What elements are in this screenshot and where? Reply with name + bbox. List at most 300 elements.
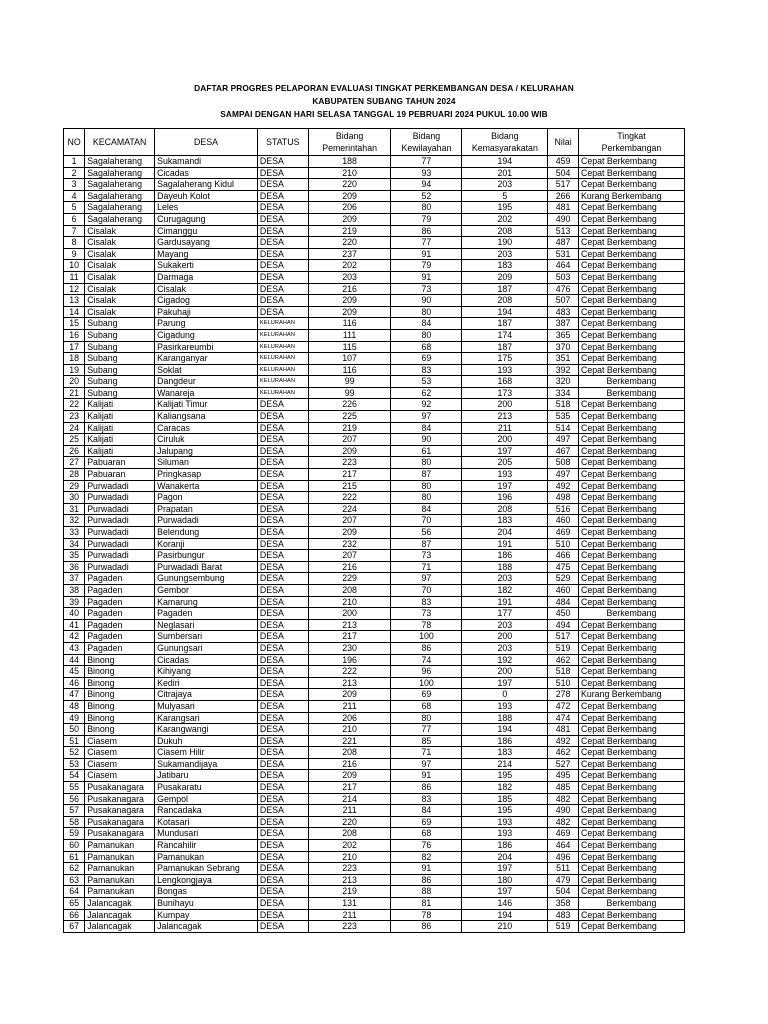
cell-no: 11 xyxy=(64,271,85,283)
cell-kemasyarakatan: 186 xyxy=(462,840,548,852)
cell-nilai: 513 xyxy=(548,225,579,237)
cell-pemerintahan: 209 xyxy=(308,306,391,318)
cell-kecamatan: Pagaden xyxy=(85,608,155,620)
cell-tingkat: Cepat Berkembang xyxy=(578,642,684,654)
cell-kewilayahan: 68 xyxy=(391,828,462,840)
cell-tingkat: Cepat Berkembang xyxy=(578,712,684,724)
cell-nilai: 464 xyxy=(548,840,579,852)
cell-desa: Cicadas xyxy=(155,167,258,179)
cell-kemasyarakatan: 208 xyxy=(462,225,548,237)
cell-pemerintahan: 203 xyxy=(308,271,391,283)
cell-desa: Kamarung xyxy=(155,596,258,608)
cell-tingkat: Cepat Berkembang xyxy=(578,329,684,341)
table-row xyxy=(64,445,685,457)
cell-kewilayahan: 83 xyxy=(391,364,462,376)
table-row xyxy=(64,654,685,666)
cell-status: DESA xyxy=(257,851,308,863)
table-row xyxy=(64,863,685,875)
cell-no: 62 xyxy=(64,863,85,875)
cell-status: DESA xyxy=(257,758,308,770)
cell-kemasyarakatan: 197 xyxy=(462,480,548,492)
cell-kecamatan: Subang xyxy=(85,387,155,399)
cell-kemasyarakatan: 174 xyxy=(462,329,548,341)
cell-status: KELURAHAN xyxy=(257,329,308,341)
cell-desa: Pagon xyxy=(155,492,258,504)
cell-desa: Mundusari xyxy=(155,828,258,840)
table-row xyxy=(64,225,685,237)
cell-pemerintahan: 208 xyxy=(308,828,391,840)
cell-nilai: 527 xyxy=(548,758,579,770)
cell-pemerintahan: 116 xyxy=(308,364,391,376)
cell-kemasyarakatan: 193 xyxy=(462,469,548,481)
cell-kemasyarakatan: 187 xyxy=(462,341,548,353)
cell-kemasyarakatan: 202 xyxy=(462,213,548,225)
cell-tingkat: Cepat Berkembang xyxy=(578,840,684,852)
table-row xyxy=(64,596,685,608)
cell-nilai: 392 xyxy=(548,364,579,376)
cell-kemasyarakatan: 173 xyxy=(462,387,548,399)
cell-kewilayahan: 80 xyxy=(391,329,462,341)
cell-kewilayahan: 73 xyxy=(391,608,462,620)
table-row xyxy=(64,573,685,585)
cell-status: DESA xyxy=(257,584,308,596)
cell-kewilayahan: 100 xyxy=(391,631,462,643)
cell-kecamatan: Kalijati xyxy=(85,422,155,434)
cell-nilai: 462 xyxy=(548,654,579,666)
cell-tingkat: Cepat Berkembang xyxy=(578,179,684,191)
cell-kemasyarakatan: 193 xyxy=(462,364,548,376)
cell-nilai: 529 xyxy=(548,573,579,585)
cell-status: DESA xyxy=(257,898,308,910)
table-row xyxy=(64,213,685,225)
cell-desa: Purwadadi Barat xyxy=(155,561,258,573)
cell-pemerintahan: 220 xyxy=(308,179,391,191)
cell-kewilayahan: 86 xyxy=(391,874,462,886)
cell-nilai: 507 xyxy=(548,295,579,307)
cell-no: 20 xyxy=(64,376,85,388)
cell-desa: Pasirbungur xyxy=(155,550,258,562)
cell-status: DESA xyxy=(257,225,308,237)
cell-no: 61 xyxy=(64,851,85,863)
cell-kewilayahan: 97 xyxy=(391,573,462,585)
cell-nilai: 494 xyxy=(548,619,579,631)
cell-desa: Prapatan xyxy=(155,503,258,515)
table-row xyxy=(64,364,685,376)
cell-nilai: 518 xyxy=(548,399,579,411)
cell-kemasyarakatan: 191 xyxy=(462,596,548,608)
cell-kewilayahan: 91 xyxy=(391,770,462,782)
table-row xyxy=(64,805,685,817)
cell-kemasyarakatan: 183 xyxy=(462,515,548,527)
cell-desa: Lengkongjaya xyxy=(155,874,258,886)
cell-no: 65 xyxy=(64,898,85,910)
table-row xyxy=(64,538,685,550)
cell-tingkat: Cepat Berkembang xyxy=(578,921,684,933)
table-row xyxy=(64,318,685,330)
cell-tingkat: Cepat Berkembang xyxy=(578,654,684,666)
table-row xyxy=(64,295,685,307)
cell-kewilayahan: 68 xyxy=(391,700,462,712)
cell-tingkat: Cepat Berkembang xyxy=(578,677,684,689)
cell-tingkat: Cepat Berkembang xyxy=(578,248,684,260)
cell-no: 40 xyxy=(64,608,85,620)
cell-nilai: 490 xyxy=(548,805,579,817)
cell-status: KELURAHAN xyxy=(257,364,308,376)
cell-no: 30 xyxy=(64,492,85,504)
header-pemerintahan xyxy=(308,129,391,156)
cell-desa: Ciasem Hilir xyxy=(155,747,258,759)
cell-kemasyarakatan: 193 xyxy=(462,700,548,712)
cell-pemerintahan: 99 xyxy=(308,376,391,388)
cell-tingkat: Cepat Berkembang xyxy=(578,735,684,747)
cell-no: 46 xyxy=(64,677,85,689)
cell-kemasyarakatan: 194 xyxy=(462,909,548,921)
cell-status: DESA xyxy=(257,828,308,840)
cell-no: 16 xyxy=(64,329,85,341)
cell-status: DESA xyxy=(257,492,308,504)
cell-kewilayahan: 77 xyxy=(391,237,462,249)
cell-desa: Pusakaratu xyxy=(155,782,258,794)
cell-status: DESA xyxy=(257,248,308,260)
cell-no: 8 xyxy=(64,237,85,249)
cell-desa: Sukakerti xyxy=(155,260,258,272)
cell-kemasyarakatan: 211 xyxy=(462,422,548,434)
cell-kewilayahan: 77 xyxy=(391,724,462,736)
cell-kemasyarakatan: 210 xyxy=(462,921,548,933)
cell-desa: Kalijati Timur xyxy=(155,399,258,411)
cell-pemerintahan: 225 xyxy=(308,411,391,423)
cell-no: 60 xyxy=(64,840,85,852)
cell-tingkat: Cepat Berkembang xyxy=(578,271,684,283)
cell-nilai: 492 xyxy=(548,735,579,747)
cell-no: 63 xyxy=(64,874,85,886)
cell-kemasyarakatan: 195 xyxy=(462,805,548,817)
cell-kecamatan: Pabuaran xyxy=(85,469,155,481)
cell-kemasyarakatan: 203 xyxy=(462,179,548,191)
cell-kecamatan: Subang xyxy=(85,376,155,388)
cell-pemerintahan: 208 xyxy=(308,584,391,596)
table-row xyxy=(64,190,685,202)
cell-nilai: 278 xyxy=(548,689,579,701)
cell-desa: Siluman xyxy=(155,457,258,469)
cell-desa: Cisalak xyxy=(155,283,258,295)
cell-kewilayahan: 61 xyxy=(391,445,462,457)
table-row xyxy=(64,700,685,712)
cell-desa: Darmaga xyxy=(155,271,258,283)
cell-no: 23 xyxy=(64,411,85,423)
cell-desa: Neglasari xyxy=(155,619,258,631)
cell-kecamatan: Pusakanagara xyxy=(85,782,155,794)
cell-no: 42 xyxy=(64,631,85,643)
cell-kewilayahan: 87 xyxy=(391,469,462,481)
cell-kemasyarakatan: 182 xyxy=(462,782,548,794)
cell-pemerintahan: 226 xyxy=(308,399,391,411)
table-row xyxy=(64,411,685,423)
cell-pemerintahan: 202 xyxy=(308,840,391,852)
cell-kecamatan: Sagalaherang xyxy=(85,202,155,214)
cell-tingkat: Cepat Berkembang xyxy=(578,770,684,782)
cell-desa: Leles xyxy=(155,202,258,214)
table-row xyxy=(64,399,685,411)
cell-kecamatan: Cisalak xyxy=(85,260,155,272)
cell-pemerintahan: 210 xyxy=(308,167,391,179)
cell-kecamatan: Kalijati xyxy=(85,445,155,457)
table-row xyxy=(64,434,685,446)
cell-no: 18 xyxy=(64,353,85,365)
table-row xyxy=(64,584,685,596)
cell-kecamatan: Cisalak xyxy=(85,283,155,295)
cell-status: DESA xyxy=(257,666,308,678)
cell-kemasyarakatan: 197 xyxy=(462,677,548,689)
cell-nilai: 503 xyxy=(548,271,579,283)
cell-pemerintahan: 211 xyxy=(308,805,391,817)
cell-kemasyarakatan: 180 xyxy=(462,874,548,886)
cell-kecamatan: Sagalaherang xyxy=(85,156,155,168)
cell-status: KELURAHAN xyxy=(257,376,308,388)
cell-kecamatan: Kalijati xyxy=(85,411,155,423)
cell-kemasyarakatan: 209 xyxy=(462,271,548,283)
cell-status: DESA xyxy=(257,608,308,620)
cell-tingkat: Cepat Berkembang xyxy=(578,503,684,515)
cell-desa: Sumbersari xyxy=(155,631,258,643)
table-row xyxy=(64,329,685,341)
cell-kewilayahan: 71 xyxy=(391,561,462,573)
cell-tingkat: Cepat Berkembang xyxy=(578,295,684,307)
cell-kewilayahan: 90 xyxy=(391,434,462,446)
cell-nilai: 517 xyxy=(548,179,579,191)
cell-kecamatan: Pagaden xyxy=(85,573,155,585)
table-row xyxy=(64,248,685,260)
cell-status: DESA xyxy=(257,770,308,782)
cell-status: DESA xyxy=(257,550,308,562)
cell-tingkat: Kurang Berkembang xyxy=(578,689,684,701)
cell-kemasyarakatan: 194 xyxy=(462,724,548,736)
cell-tingkat: Berkembang xyxy=(578,387,684,399)
cell-tingkat: Cepat Berkembang xyxy=(578,886,684,898)
cell-status: DESA xyxy=(257,202,308,214)
cell-desa: Mayang xyxy=(155,248,258,260)
cell-kemasyarakatan: 200 xyxy=(462,399,548,411)
table-row xyxy=(64,874,685,886)
cell-desa: Mulyasari xyxy=(155,700,258,712)
cell-tingkat: Cepat Berkembang xyxy=(578,225,684,237)
cell-nilai: 469 xyxy=(548,828,579,840)
cell-desa: Curugagung xyxy=(155,213,258,225)
cell-kewilayahan: 90 xyxy=(391,295,462,307)
cell-no: 50 xyxy=(64,724,85,736)
cell-no: 49 xyxy=(64,712,85,724)
table-row xyxy=(64,457,685,469)
cell-kecamatan: Sagalaherang xyxy=(85,179,155,191)
cell-kemasyarakatan: 193 xyxy=(462,816,548,828)
cell-status: DESA xyxy=(257,515,308,527)
cell-tingkat: Cepat Berkembang xyxy=(578,237,684,249)
cell-pemerintahan: 213 xyxy=(308,874,391,886)
cell-pemerintahan: 209 xyxy=(308,213,391,225)
cell-nilai: 481 xyxy=(548,202,579,214)
header-kewilayahan xyxy=(391,129,462,156)
cell-kecamatan: Cisalak xyxy=(85,295,155,307)
cell-desa: Gunungsembung xyxy=(155,573,258,585)
cell-kecamatan: Pamanukan xyxy=(85,874,155,886)
cell-tingkat: Cepat Berkembang xyxy=(578,202,684,214)
cell-nilai: 475 xyxy=(548,561,579,573)
cell-kecamatan: Subang xyxy=(85,329,155,341)
cell-kewilayahan: 69 xyxy=(391,689,462,701)
cell-kemasyarakatan: 193 xyxy=(462,828,548,840)
cell-kecamatan: Pusakanagara xyxy=(85,816,155,828)
header-nilai: Nilai xyxy=(548,129,579,156)
cell-kecamatan: Pagaden xyxy=(85,596,155,608)
cell-kewilayahan: 97 xyxy=(391,411,462,423)
table-row xyxy=(64,921,685,933)
cell-no: 38 xyxy=(64,584,85,596)
header-tingkat-line1: Tingkat xyxy=(617,131,646,141)
cell-status: DESA xyxy=(257,480,308,492)
cell-kewilayahan: 73 xyxy=(391,283,462,295)
cell-nilai: 476 xyxy=(548,283,579,295)
cell-status: DESA xyxy=(257,271,308,283)
cell-tingkat: Cepat Berkembang xyxy=(578,747,684,759)
cell-no: 35 xyxy=(64,550,85,562)
table-row xyxy=(64,828,685,840)
cell-kecamatan: Subang xyxy=(85,353,155,365)
cell-kecamatan: Purwadadi xyxy=(85,492,155,504)
cell-kemasyarakatan: 201 xyxy=(462,167,548,179)
cell-pemerintahan: 202 xyxy=(308,260,391,272)
title-line-3: SAMPAI DENGAN HARI SELASA TANGGAL 19 PEBRUARI 2024 PUKUL 10.00 WIB xyxy=(220,109,548,119)
cell-no: 6 xyxy=(64,213,85,225)
cell-tingkat: Berkembang xyxy=(578,376,684,388)
cell-nilai: 387 xyxy=(548,318,579,330)
cell-pemerintahan: 219 xyxy=(308,886,391,898)
cell-kecamatan: Subang xyxy=(85,364,155,376)
table-row xyxy=(64,156,685,168)
header-kemasyarakatan-line1: Bidang xyxy=(491,131,519,141)
cell-desa: Jatibaru xyxy=(155,770,258,782)
cell-kewilayahan: 88 xyxy=(391,886,462,898)
cell-kemasyarakatan: 204 xyxy=(462,851,548,863)
cell-status: DESA xyxy=(257,503,308,515)
cell-kecamatan: Pagaden xyxy=(85,631,155,643)
cell-kemasyarakatan: 200 xyxy=(462,666,548,678)
cell-tingkat: Cepat Berkembang xyxy=(578,434,684,446)
cell-pemerintahan: 219 xyxy=(308,225,391,237)
cell-kewilayahan: 52 xyxy=(391,190,462,202)
cell-status: DESA xyxy=(257,573,308,585)
cell-nilai: 358 xyxy=(548,898,579,910)
table-row xyxy=(64,758,685,770)
cell-kecamatan: Purwadadi xyxy=(85,561,155,573)
cell-kewilayahan: 86 xyxy=(391,225,462,237)
table-row xyxy=(64,909,685,921)
header-kemasyarakatan xyxy=(462,129,548,156)
table-row xyxy=(64,642,685,654)
cell-kecamatan: Purwadadi xyxy=(85,538,155,550)
cell-desa: Pringkasap xyxy=(155,469,258,481)
cell-desa: Rancadaka xyxy=(155,805,258,817)
cell-tingkat: Cepat Berkembang xyxy=(578,793,684,805)
cell-kewilayahan: 87 xyxy=(391,538,462,550)
cell-tingkat: Kurang Berkembang xyxy=(578,190,684,202)
cell-kemasyarakatan: 5 xyxy=(462,190,548,202)
cell-pemerintahan: 215 xyxy=(308,480,391,492)
cell-desa: Cigadog xyxy=(155,295,258,307)
cell-status: DESA xyxy=(257,538,308,550)
cell-desa: Kediri xyxy=(155,677,258,689)
header-tingkat-line2: Perkembangan xyxy=(601,143,662,153)
cell-pemerintahan: 232 xyxy=(308,538,391,550)
cell-kemasyarakatan: 203 xyxy=(462,573,548,585)
cell-status: DESA xyxy=(257,886,308,898)
cell-desa: Belendung xyxy=(155,527,258,539)
cell-no: 2 xyxy=(64,167,85,179)
cell-status: DESA xyxy=(257,283,308,295)
table-row xyxy=(64,851,685,863)
cell-desa: Kihiyang xyxy=(155,666,258,678)
cell-kecamatan: Pamanukan xyxy=(85,886,155,898)
cell-no: 57 xyxy=(64,805,85,817)
cell-tingkat: Cepat Berkembang xyxy=(578,863,684,875)
table-row xyxy=(64,747,685,759)
cell-pemerintahan: 111 xyxy=(308,329,391,341)
cell-pemerintahan: 99 xyxy=(308,387,391,399)
cell-nilai: 450 xyxy=(548,608,579,620)
cell-pemerintahan: 230 xyxy=(308,642,391,654)
cell-kewilayahan: 78 xyxy=(391,909,462,921)
cell-no: 13 xyxy=(64,295,85,307)
cell-tingkat: Cepat Berkembang xyxy=(578,874,684,886)
cell-status: DESA xyxy=(257,735,308,747)
cell-tingkat: Cepat Berkembang xyxy=(578,457,684,469)
cell-kemasyarakatan: 146 xyxy=(462,898,548,910)
cell-kewilayahan: 91 xyxy=(391,248,462,260)
cell-kemasyarakatan: 187 xyxy=(462,283,548,295)
cell-kemasyarakatan: 197 xyxy=(462,863,548,875)
table-row xyxy=(64,886,685,898)
cell-pemerintahan: 207 xyxy=(308,434,391,446)
cell-tingkat: Cepat Berkembang xyxy=(578,515,684,527)
cell-status: DESA xyxy=(257,642,308,654)
cell-nilai: 492 xyxy=(548,480,579,492)
cell-kewilayahan: 79 xyxy=(391,260,462,272)
table-row xyxy=(64,561,685,573)
cell-desa: Koranji xyxy=(155,538,258,550)
cell-pemerintahan: 196 xyxy=(308,654,391,666)
cell-pemerintahan: 221 xyxy=(308,735,391,747)
cell-kecamatan: Pagaden xyxy=(85,642,155,654)
cell-kecamatan: Jalancagak xyxy=(85,898,155,910)
cell-status: DESA xyxy=(257,596,308,608)
cell-status: DESA xyxy=(257,689,308,701)
cell-nilai: 504 xyxy=(548,167,579,179)
cell-desa: Kotasari xyxy=(155,816,258,828)
cell-kemasyarakatan: 200 xyxy=(462,631,548,643)
cell-kemasyarakatan: 183 xyxy=(462,260,548,272)
cell-kecamatan: Cisalak xyxy=(85,237,155,249)
cell-nilai: 510 xyxy=(548,677,579,689)
table-row xyxy=(64,422,685,434)
cell-kewilayahan: 78 xyxy=(391,619,462,631)
cell-kemasyarakatan: 168 xyxy=(462,376,548,388)
cell-no: 24 xyxy=(64,422,85,434)
cell-pemerintahan: 217 xyxy=(308,782,391,794)
cell-desa: Soklat xyxy=(155,364,258,376)
cell-no: 51 xyxy=(64,735,85,747)
cell-pemerintahan: 223 xyxy=(308,863,391,875)
cell-kewilayahan: 86 xyxy=(391,921,462,933)
cell-kecamatan: Binong xyxy=(85,666,155,678)
